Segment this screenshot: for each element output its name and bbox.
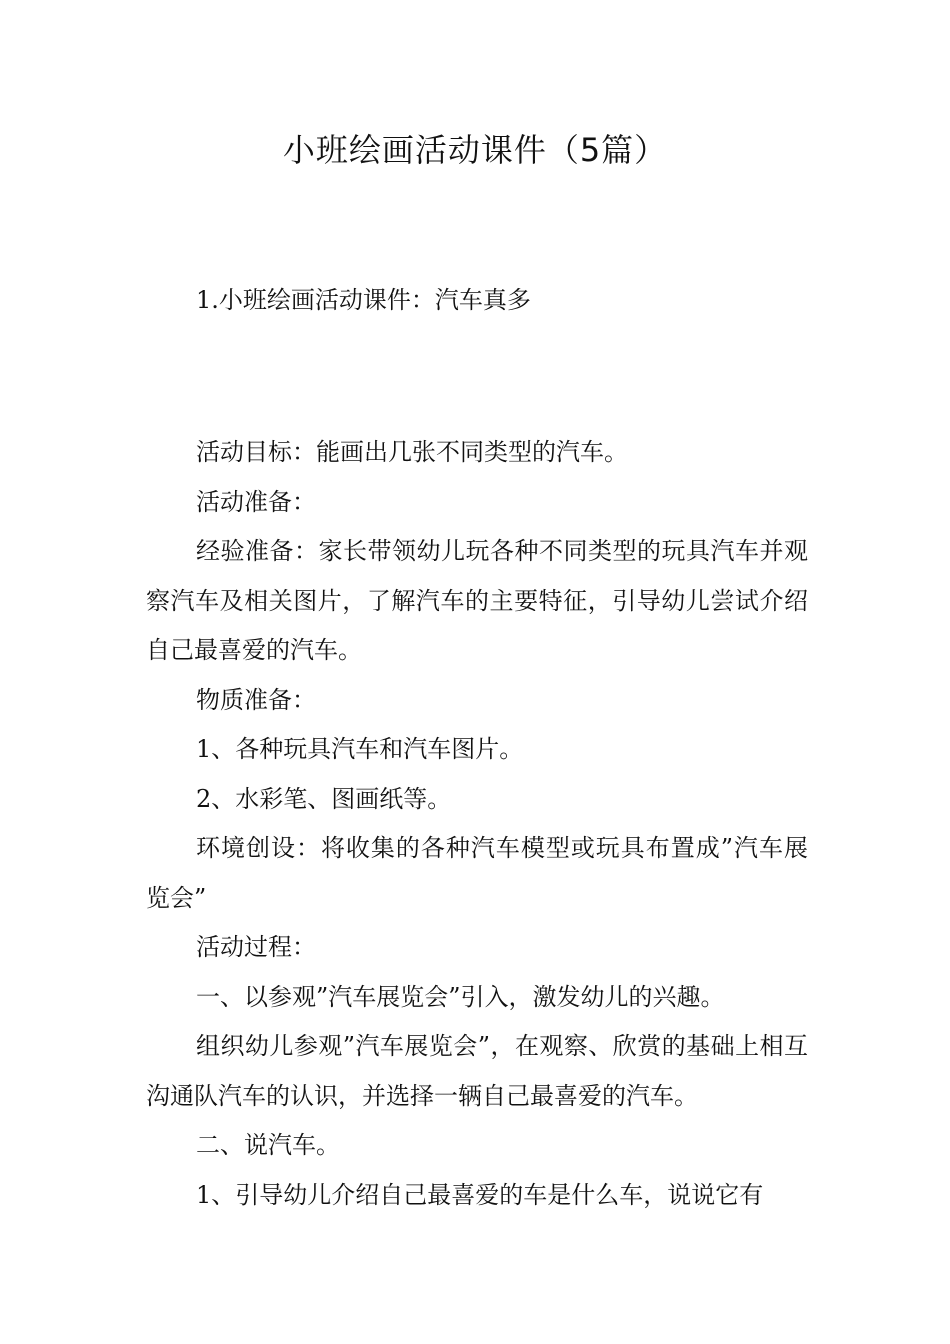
paragraph-activity-preparation: 活动准备：: [196, 487, 316, 516]
document-title: 小班绘画活动课件（5篇）: [282, 131, 668, 169]
paragraph-experience-preparation: 经验准备：家长带领幼儿玩各种不同类型的玩具汽车并观察汽车及相关图片，了解汽车的主要特征，引导幼儿尝试介绍自己最喜爱的汽车。: [146, 537, 808, 664]
paragraph-material-item-1: 1、各种玩具汽车和汽车图片。: [196, 735, 524, 763]
paragraph-step-two-item-1: 1、引导幼儿介绍自己最喜爱的车是什么车，说说它有: [196, 1180, 764, 1209]
paragraph-material-preparation: 物质准备：: [196, 685, 316, 714]
paragraph-activity-goal: 活动目标：能画出几张不同类型的汽车。: [196, 438, 628, 466]
paragraph-material-item-2: 2、水彩笔、图画纸等。: [196, 784, 452, 813]
paragraph-step-one-detail: 组织幼儿参观”汽车展览会”，在观察、欣赏的基础上相互沟通队汽车的认识，并选择一辆自己最喜爱的汽车。: [146, 1032, 808, 1110]
paragraph-step-one: 一、以参观”汽车展览会”引入，激发幼儿的兴趣。: [196, 982, 725, 1011]
paragraph-environment-setup: 环境创设：将收集的各种汽车模型或玩具布置成”汽车展览会”: [146, 834, 808, 912]
paragraph-activity-process: 活动过程：: [196, 933, 316, 961]
paragraph-step-two: 二、说汽车。: [196, 1131, 340, 1159]
section-heading: 1.小班绘画活动课件：汽车真多: [196, 286, 531, 314]
document-body: [146, 428, 808, 1220]
